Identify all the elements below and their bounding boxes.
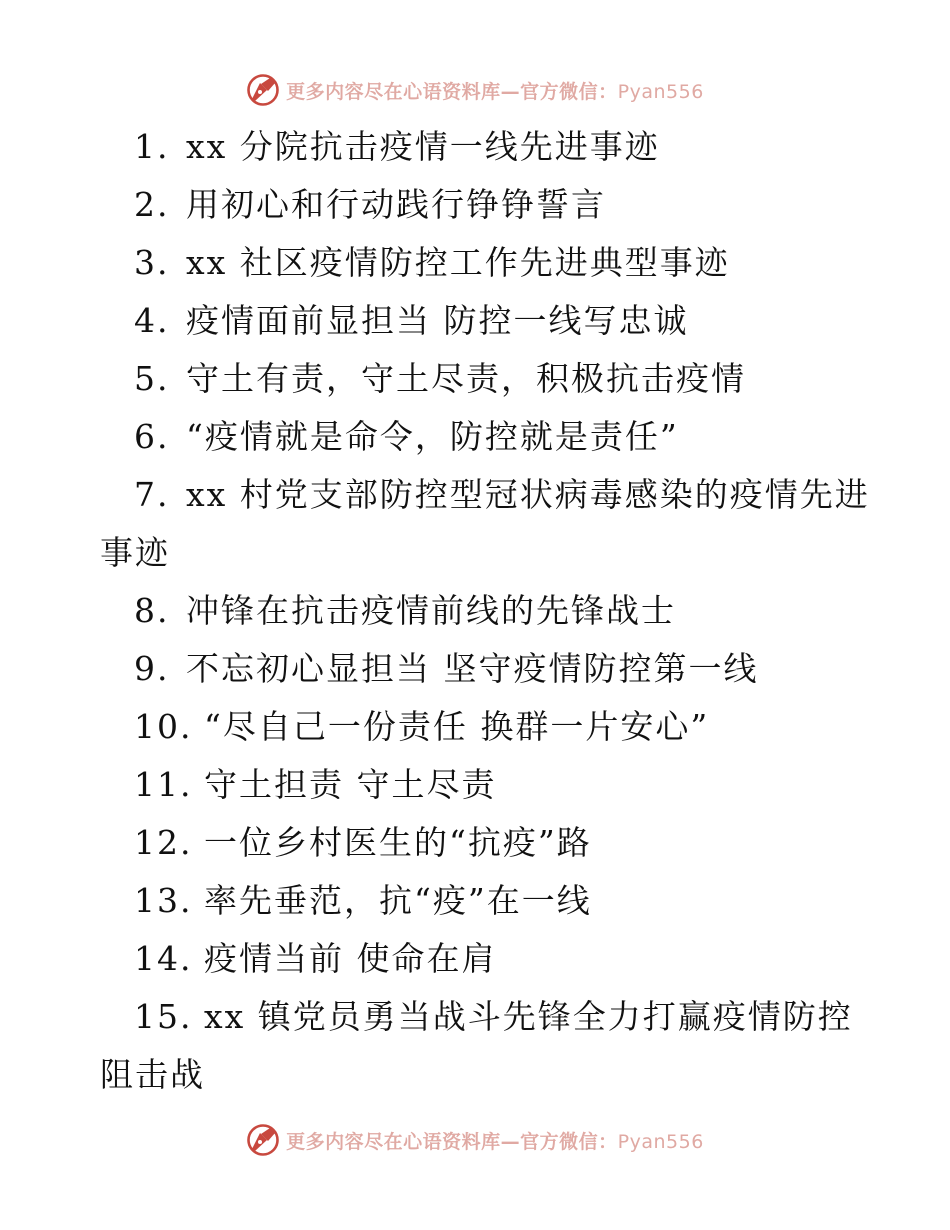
item-title: 守土担责 守土尽责 bbox=[204, 765, 497, 804]
item-title: xx 村党支部防控型冠状病毒感染的疫情先进 bbox=[186, 475, 870, 514]
watermark-text: 更多内容尽在心语资料库—官方微信：Pyan556 bbox=[286, 1130, 704, 1153]
list-item bbox=[0, 698, 950, 756]
list-item bbox=[0, 872, 950, 930]
list-item bbox=[0, 930, 950, 988]
item-title: 用初心和行动践行铮铮誓言 bbox=[186, 185, 606, 224]
list-item bbox=[0, 640, 950, 698]
item-title-continuation: 事迹 bbox=[100, 533, 170, 572]
item-title: “疫情就是命令，防控就是责任” bbox=[186, 417, 679, 456]
watermark-footer bbox=[0, 1120, 950, 1160]
list-item bbox=[0, 408, 950, 466]
list-item bbox=[0, 988, 950, 1104]
list-item bbox=[0, 350, 950, 408]
item-title: xx 分院抗击疫情一线先进事迹 bbox=[186, 127, 660, 166]
list-item bbox=[0, 292, 950, 350]
item-title: xx 镇党员勇当战斗先锋全力打赢疫情防控 bbox=[204, 997, 853, 1036]
list-item bbox=[0, 118, 950, 176]
item-number: 14. bbox=[134, 939, 193, 978]
item-number: 8. bbox=[134, 591, 170, 630]
item-number: 1. bbox=[134, 127, 170, 166]
pen-nib-logo-icon bbox=[246, 73, 280, 107]
watermark-text: 更多内容尽在心语资料库—官方微信：Pyan556 bbox=[286, 80, 704, 103]
watermark-header bbox=[0, 70, 950, 110]
item-number: 11. bbox=[134, 765, 193, 804]
list-item bbox=[0, 466, 950, 582]
article-title-list bbox=[0, 118, 950, 1104]
list-item bbox=[0, 756, 950, 814]
item-number: 5. bbox=[134, 359, 170, 398]
item-title: 率先垂范，抗“疫”在一线 bbox=[204, 881, 592, 920]
list-item bbox=[0, 814, 950, 872]
item-title: 一位乡村医生的“抗疫”路 bbox=[204, 823, 592, 862]
item-title: xx 社区疫情防控工作先进典型事迹 bbox=[186, 243, 730, 282]
list-item bbox=[0, 176, 950, 234]
item-number: 10. bbox=[134, 707, 193, 746]
item-title: 守土有责，守土尽责，积极抗击疫情 bbox=[186, 359, 746, 398]
item-title: 疫情当前 使命在肩 bbox=[204, 939, 497, 978]
item-number: 3. bbox=[134, 243, 170, 282]
item-number: 4. bbox=[134, 301, 170, 340]
list-item bbox=[0, 234, 950, 292]
item-number: 2. bbox=[134, 185, 170, 224]
item-number: 12. bbox=[134, 823, 193, 862]
item-number: 15. bbox=[134, 997, 193, 1036]
item-title: “尽自己一份责任 换群一片安心” bbox=[204, 707, 710, 746]
item-title-continuation: 阻击战 bbox=[100, 1055, 205, 1094]
item-number: 13. bbox=[134, 881, 193, 920]
item-title: 不忘初心显担当 坚守疫情防控第一线 bbox=[186, 649, 759, 688]
pen-nib-logo-icon bbox=[246, 1123, 280, 1157]
item-number: 7. bbox=[134, 475, 170, 514]
item-number: 9. bbox=[134, 649, 170, 688]
item-title: 疫情面前显担当 防控一线写忠诚 bbox=[186, 301, 689, 340]
item-number: 6. bbox=[134, 417, 170, 456]
item-title: 冲锋在抗击疫情前线的先锋战士 bbox=[186, 591, 676, 630]
list-item bbox=[0, 582, 950, 640]
